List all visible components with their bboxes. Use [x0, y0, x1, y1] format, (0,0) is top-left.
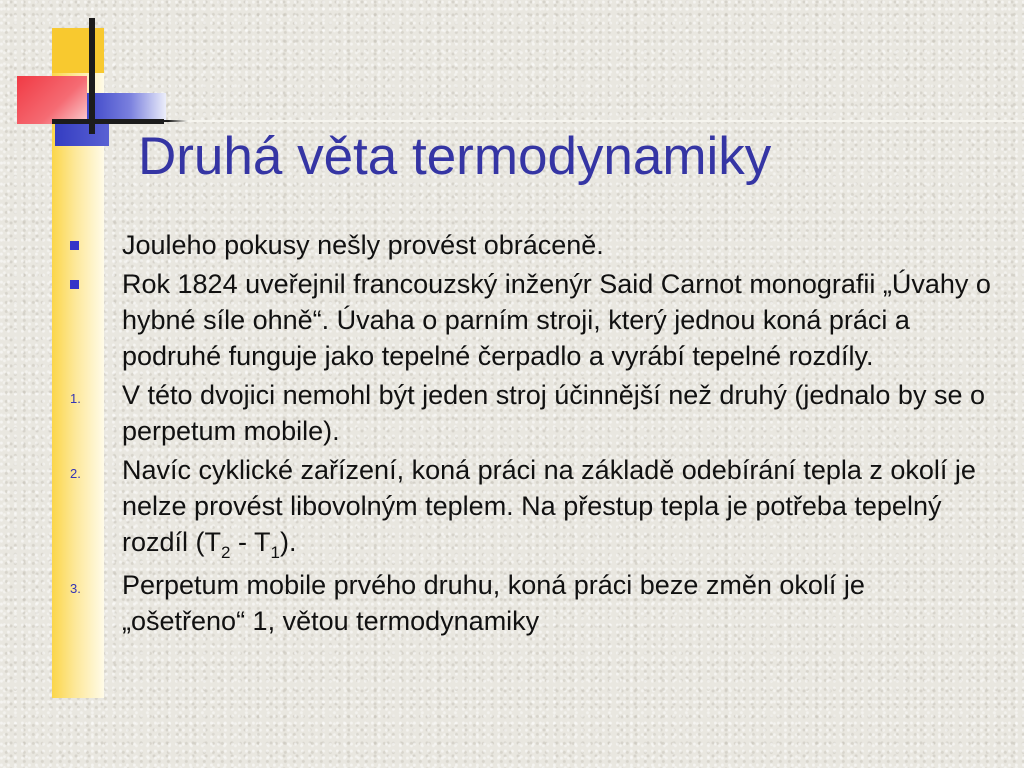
blue-block-decoration [86, 93, 166, 121]
list-item-text-part: Navíc cyklické zařízení, koná práci na základě odebírání tepla z okolí je nelze provést libovolným teplem. Na přestup tepla je potřeba tepelný rozdíl (T [122, 455, 976, 557]
blue-block-lower-decoration [55, 124, 109, 146]
slide-title: Druhá věta termodynamiky [138, 127, 772, 186]
list-item-text-part: ). [279, 527, 297, 557]
list-number: 3. [70, 581, 81, 596]
subscript: 2 [221, 543, 231, 562]
list-item-text [122, 455, 976, 562]
list-item [64, 266, 994, 374]
list-item [64, 377, 994, 449]
list-number: 2. [70, 466, 81, 481]
square-bullet-icon [64, 266, 104, 302]
list-item-text: Rok 1824 uveřejnil francouzský inženýr Said Carnot monografii „Úvahy o hybné síle ohně“. Úvaha o parním stroji, který jednou koná práci a podruhé funguje jako tepelné čerpadlo a vyrábí tepelné rozdíly. [122, 269, 991, 371]
yellow-block-decoration [52, 28, 104, 73]
list-item-text: V této dvojici nemohl být jeden stroj účinnější než druhý (jednalo by se o perpetum mobile). [122, 380, 985, 446]
slide-content-list [64, 227, 994, 642]
horizontal-line-decoration [52, 120, 1024, 122]
list-item [64, 452, 994, 564]
list-item [64, 567, 994, 639]
list-item-text: Perpetum mobile prvého druhu, koná práci beze změn okolí je „ošetřeno“ 1, větou termodynamiky [122, 570, 865, 636]
subscript: 1 [270, 543, 280, 562]
list-item-text: Jouleho pokusy nešly provést obráceně. [122, 230, 604, 260]
list-item [64, 227, 994, 263]
vertical-line-decoration [89, 18, 95, 134]
list-number: 1. [70, 391, 81, 406]
red-block-decoration [17, 76, 87, 124]
square-bullet-icon [64, 227, 104, 263]
list-item-text-part: - T [230, 527, 271, 557]
